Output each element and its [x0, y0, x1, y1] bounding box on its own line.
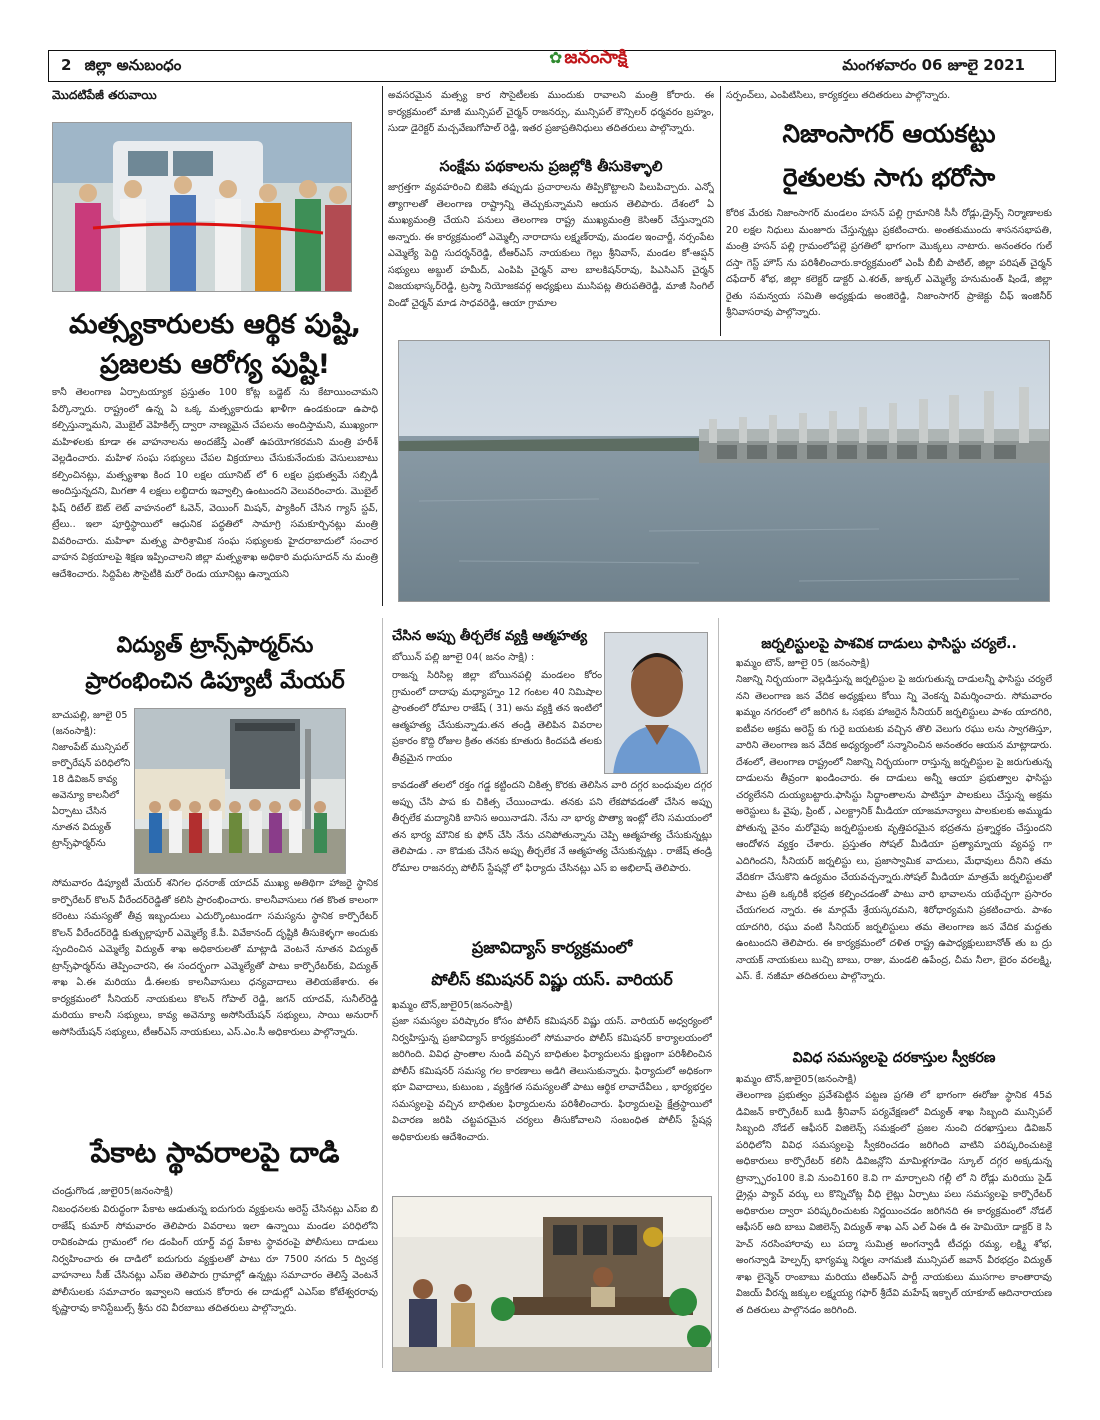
journalists-dateline-block: [736, 656, 1052, 672]
petitions-dateline-block: [736, 1072, 1052, 1088]
suicide-dateline-block: [392, 650, 602, 666]
continued-kicker: మొదటిపేజీ తరువాయి: [52, 88, 157, 102]
paper-logo: [549, 47, 627, 72]
nizam-headline-block: [726, 112, 1052, 202]
issue-date: మంగళవారం 06 జూలై 2021: [842, 56, 1025, 74]
prajavani-body: [392, 1014, 712, 1164]
prajavani-headline-line2: పోలీస్ కమిషనర్ విష్ణు యస్. వారియర్: [431, 970, 673, 989]
suicide-body-wide: [392, 778, 712, 918]
ribbon-cutting-image: [53, 123, 352, 292]
prajavani-headline-block: [392, 932, 712, 998]
gambling-body-text: నిబంధనలకు విరుద్ధంగా పేకాట ఆడుతున్న ఐదుగురు వ్యక్తులను అరెస్ట్ చేసినట్లు ఎస్ఐ బి రాజేష్ కుమార్ సోమవారం తెలిపారు వివరాలు ఇలా ఉన్నాయి మండల పరిధిలోని రావికంపాడు గ్రామంలో గల డంపింగ్ యార్డ్ వద్ద పేకాట స్థావరంపై పోలీసులు దాడులు నిర్వహించారు ఈ దాడిలో ఐదుగురు వ్యక్తులతో పాటు రూ 7500 నగదు 5 ద్విచక్ర వాహనాలు సీజ్ చేసినట్లు ఎస్ఐ తెలిపారు గ్రామాల్లో ఉన్నట్లు సమాచారం తెలిస్తే వెంటనే పోలీసులకు సమాచారం ఇవ్వాలని ఆయన కోరారు ఈ దాడుల్లో ఎఎస్ఐ కోటేశ్వరరావు కృష్ణారావు కానిస్టేబుల్స్ శ్రీను రవి వీరబాబు తదితరులు పాల్గొన్నారు.: [52, 1204, 378, 1314]
prajavani-dateline: ఖమ్మం టౌన్,జులై05(జనంసాక్షి): [392, 1000, 513, 1011]
nizam-body: [726, 206, 1052, 332]
column-divider: [720, 86, 721, 336]
nizam-body-text: కోరిక మేరకు నిజాంసాగర్ మండలం హసన్ పల్లి గ్రామానికి సీసీ రోడ్లు,డ్రైన్స్ నిర్మాణాలకు 20 లక్షల నిధులు మంజూరు చేస్తున్నట్లు ప్రకటించారు. అంతకుముందు శాసనసభాపతి, మంత్రి హసన్ పల్లి గ్రామంలోపల్లె ప్రగతిలో భాగంగా మొక్కలు నాటారు. అనంతరం గుల్ దస్తా గెస్ట్ హౌస్ ను పరిశీలించారు.కార్యక్రమంలో ఎంపీ బీబీ పాటిల్, జిల్లా పరిషత్ చైర్మన్ దఫేదార్ శోభ, జిల్లా కలెక్టర్ డాక్టర్ ఎ.శరత్, జుక్కల్ ఎమ్మెల్యే హనుమంత్ షిండే, జిల్లా రైతు సమన్వయ సమితి అధ్యక్షుడు అంజిరెడ్డి, నిజాంసాగర్ ప్రాజెక్టు చీఫ్ ఇంజినీర్ శ్రీనివాసరావు పాల్గొన్నారు.: [726, 208, 1052, 318]
page-label: [61, 56, 189, 78]
fish-story-text: కానీ తెలంగాణ ఏర్పాటయ్యాక ప్రస్తుతం 100 కోట్ల బడ్జెట్ ను కేటాయించామని పేర్కొన్నారు. రాష్ట్రంలో ఉన్న ఏ ఒక్క మత్స్యకారుడు ఖాళీగా ఉండకుండా ఉపాధి కల్పిస్తున్నామని, మొబైల్ వెహికిల్స్ ద్వారా నాణ్యమైన చేపలను అందిస్తామని, ముఖ్యంగా మహిళలకు కూడా ఈ వాహనాలను అందజేస్తే ఎంతో ఉపయోగకరమని మంత్రి హరీశ్ వెల్లడించారు. మహిళ సంఘ సభ్యులు చేపల విక్రయాలు చేసుకునేందుకు వెసులుబాటు కల్పించినట్లు, మత్స్యశాఖ కింద 10 లక్షల యూనిట్ లో 6 లక్షల ప్రభుత్వమే సబ్సిడీ అందిస్తున్నదని, మిగతా 4 లక్షలు లబ్ధిదారు ఇవ్వాల్సి ఉంటుందని వెలువరించారు. మొబైల్ ఫిష్ రిటేల్ ఔట్ లెట్ వాహనంలో ఓవెన్, వెయింగ్ మిషన్, ప్యాకింగ్ చేసిన గ్యాస్ స్టవ్, ట్రేలు.. ఇలా పూర్తిస్థాయిలో ఆధునిక పద్ధతిలో సామాగ్రి సమకూర్చినట్లు మంత్రి వివరించారు. మహిళా మత్స్య పారిశ్రామిక సంఘ సభ్యులకు హైదరాబాదులో సంచార వాహన విక్రయాలపై శిక్షణ ఇప్పించాలని జిల్లా మత్స్యశాఖ అధికారి మధుసూదన్ ను మంత్రి ఆదేశించారు. సిద్దిపేట సౌసైటీకి మరో రెండు యూనిట్లు ఉన్నాయని: [52, 387, 378, 580]
suicide-body-narrow-text: రాజన్న సిరిసిల్ల జిల్లా బోయినపల్లి మండలం కోరం గ్రామంలో దాదాపు మధ్యాహ్నం 12 గంటల 40 నిమిషాల ప్రాంతంలో రోమాల రాజేష్ ( 31) అను వ్యక్తి తన ఇంటిలో ఆత్మహత్య చేసుకున్నాడు.తన తండ్రి తెలిపిన వివరాల ప్రకారం కొద్ది రోజుల క్రితం తనకు కూతురు కిందపడి తలకు తీవ్రమైన గాయం: [392, 670, 602, 764]
dam-image: [399, 341, 1050, 602]
masthead: [48, 47, 1056, 82]
transformer-headline-line1: విద్యుత్ ట్రాన్స్‌ఫార్మర్‌ను: [116, 633, 314, 658]
gambling-body: [52, 1202, 378, 1372]
office-image: [393, 1197, 712, 1372]
prajavani-dateline-block: [392, 998, 712, 1014]
police-office-photo: [392, 1196, 712, 1372]
gambling-dateline: చండ్రుగొండ ,జులై05(జనంసాక్షి): [52, 1186, 174, 1197]
transformer-photo: [134, 708, 346, 874]
welfare-headline-block: [388, 155, 714, 181]
suicide-body-wide-text: కావడంతో తలలో రక్తం గడ్డ కట్టిందని చికిత్స కొరకు తెలిసిన వారి దగ్గర బంధువుల దగ్గర అప్పు చేసి పాప కు చికిత్స చేయించాడు. తనకు పని లేకపోవడంతో చేసిన అప్పు తీర్చలేక మద్యానికి బానిస అయినాడని. నేను నా భార్య పొత్యా ఇంట్లో లేని సమయంలో తన భార్య మౌనిక కు ఫోన్ చేసి నేను చనిపోతున్నాను చెప్పి ఆత్మహత్య చేసుకున్నట్లు తెలిపాడు . నా కొడుకు చేసిన అప్పు తీర్చలేక నే ఆత్మహత్య చేసుకున్నట్లు . రాజేష్ తండ్రి రోమాల రాజనర్సు పోలీస్ స్టేషన్లో లో ఫిర్యాదు చేసినట్లు ఎస్ ఐ అభిలాష్ తెలిపారు.: [392, 780, 712, 874]
nizam-headline-line2: రైతులకు సాగు భరోసా: [782, 163, 996, 192]
journalists-headline-block: [726, 632, 1052, 654]
journalists-dateline: ఖమ్మం టౌన్, జూలై 05 (జనంసాక్షి): [736, 658, 870, 669]
transformer-body: [52, 876, 378, 1104]
nizam-headline-line1: నిజాంసాగర్ ఆయకట్టు: [782, 119, 996, 148]
fish-story-body: [52, 385, 378, 610]
paper-name: జనంసాక్షి: [564, 47, 628, 68]
fish-headline-line1: మత్స్యకారులకు ఆర్థిక పుష్టి,: [69, 309, 361, 340]
nizam-lead: [726, 88, 1052, 108]
column-divider: [382, 618, 383, 1368]
nizamsagar-dam-photo: [398, 340, 1050, 602]
prajavani-headline-line1: ప్రజావిద్యాస్ కార్యక్రమంలో: [471, 938, 633, 957]
suicide-dateline: బోయిన్ పల్లి జూలై 04( జనం సాక్షి) :: [392, 652, 535, 663]
petitions-body: [736, 1088, 1052, 1376]
journalists-body: [736, 672, 1052, 1040]
column-divider: [718, 618, 719, 1368]
section-name: జిల్లా అనుబంధం: [84, 56, 182, 74]
welfare-lead: [388, 88, 714, 156]
transformer-body-text: సోమవారం డిప్యూటీ మేయర్ శనిగల ధనరాజ్ యాదవ్ ముఖ్య అతిథిగా హాజరై స్థానిక కార్పొరేటర్ కొలన్ వీరేందర్‌రెడ్డితో కలిసి ప్రారంభించారు. కాలనీవాసులు గత కొంత కాలంగా కరెంటు సమస్యతో తీవ్ర ఇబ్బందులు ఎదుర్కొంటుండగా సమస్యను స్థానిక కార్పొరేటర్ కొలన్ వీరేందర్‌రెడ్డి కుత్బుల్లాపూర్ ఎమ్మెల్యే కే.పీ. వివేకానంద్ దృష్టికి తీసుకెళ్ళగా అందుకు స్పందించిన ఎమ్మెల్యే విద్యుత్ శాఖ అధికారులతో మాట్లాడి వెంటనే నూతన విద్యుత్ ట్రాన్స్‌ఫార్మర్‌ను తెప్పించారని, ఈ సందర్భంగా ఎమ్మెల్యేతో పాటు కార్పొరేటర్‌కు, విద్యుత్ శాఖ ఏ.ఈ మరియు డీ.ఈలకు కాలనీవాసులు ధన్యవాదాలు తెలియజేశారు. ఈ కార్యక్రమంలో సీనియర్ నాయకులు కొలన్ గోపాల్ రెడ్డి, జగన్ యాదవ్, సునీల్‌రెడ్డి మరియు కాలనీ సభ్యులు, కావ్య అవెన్యూ అసోసియేషన్ సభ్యులు, సాయి అనురాగ్ అసోసియేషన్ సభ్యులు, టీఆర్ఎస్ నాయకులు, ఎస్.ఎం.సీ అధికారులు పాల్గొన్నారు.: [52, 878, 378, 1038]
transformer-side-text: [52, 708, 132, 886]
welfare-headline: సంక్షేమ పథకాలను ప్రజల్లోకి తీసుకెళ్ళాలి: [439, 159, 663, 175]
petitions-body-text: తెలంగాణ ప్రభుత్వం ప్రవేశపెట్టిన పట్టణ ప్రగతి లో భాగంగా ఈరోజు స్థానిక 45వ డివిజన్ కార్పొరేటర్ బుడి శ్రీనివాస్ పర్యవేక్షణలో విద్యుత్ శాఖ సిబ్బంది మున్సిపల్ సిబ్బంది నోడల్ ఆఫీసర్ విజిలెన్స్ సమక్షంలో ప్రజల నుంచి దరఖాస్తులు డివిజన్ పరిధిలోని వివిధ సమస్యలపై స్వీకరించడం జరిగింది వాటిని పరిష్కరించుటకై అధికారులు కార్పొరేటర్ కలిసి డివిజన్లోని మామిళ్లగూడెం స్కూల్ దగ్గర అక్కడున్న ట్రాన్స్ఫారం100 కె.వి నుంచి160 కె.వి గా మార్చాలని గల్లీ లో ని రోడ్లు మరియు సైడ్ డ్రైన్లు ప్యాచ్ వర్కు లు కొన్నిచోట్ల వీధి లైట్లు ఏర్పాటు పలు సమస్యలపై కార్పొరేటర్ అధికారుల ద్వారా పరిష్కరించుటకు నిర్ణయించడం జరిగినది ఈ కార్యక్రమంలో నోడల్ ఆఫీసర్ ఆది బాబు విజిలెన్స్ విద్యుత్ శాఖ ఎస్ ఎల్ ఏఈ డి ఈ హెమియో డాక్టర్ కె సి హెచ్ నరసింహారావు లు పద్మా సుమిత్ర అంగన్వాడీ టీచర్లు రమ్య, లక్ష్మి శోభ, అంగన్వాడి హెల్పర్స్ భాగ్యమ్మ నిర్మల నాగమణి మున్సిపల్ జవాన్ వీరభద్రం విద్యుత్ శాఖ లైన్మెన్ రాంబాబు మరియు టిఆర్ఎస్ పార్టీ నాయకులు ముసగాల కాంతారావు విజయ్ వీరన్న జక్కుల లక్ష్మయ్య గఫార్ శ్రీదేవి మహేష్ ఇక్బాల్ యాకూబ్ ఆదినారాయణ త దితరులు పాల్గొనడం జరిగింది.: [736, 1090, 1052, 1316]
nizam-lead-text: సర్పంచ్‌లు, ఎంపిటిసిలు, కార్యకర్తలు తదితరులు పాల్గొన్నారు.: [726, 90, 951, 101]
journalists-body-text: నిజాన్ని నిర్భయంగా వెల్లడిస్తున్న జర్నలిస్టుల పై జరుగుతున్న దాడులన్నీ ఫాసిస్టు చర్యలే నని తెలంగాణ జన వేదిక అధ్యక్షులు కోయి న్ని వెంకన్న విమర్శించారు. సోమవారం ఖమ్మం నగరంలో లో జరిగిన ఓ సభకు హాజరైన సీనియర్ జర్నలిస్టులు పాశం యాదగిరి, ఐటీవల అక్రమ అరెస్ట్ కు గురై బయటకు వచ్చిన తొలి వెలుగు రఘు లను స్వాగతిస్తూ, వారిని తెలంగాణ జన వేదిక అధ్యర్యంలో సన్మానించిన అనంతరం ఆయన మాట్లాడారు. దేశంలో, తెలంగాణ రాష్ట్రంలో నిజాన్ని నిర్భయంగా రాస్తున్న జర్నలిస్టుల పై జరుగుతున్న దాడులను తీవ్రంగా ఖండించారు. ఈ దాడులు అన్నీ ఆయా ప్రభుత్వాల ఫాసిస్టు చర్యలేనని దుయ్యబట్టారు.ఫాసిస్టు సిద్ధాంతాలను పాటిస్తూ పాలకులు చేస్తున్న అక్రమ అరెస్టులు ఓ వైపు, ప్రింట్ , ఎలక్ట్రానిక్ మీడియా యాజమాన్యాలు పాలకులకు అమ్ముడు పోతున్న వైనం మరోవైపు జర్నలిస్టులకు వృత్తిపరమైన భద్రతను ప్రశ్నార్థకం చేస్తుందని ఆందోళన వ్యక్తం చేశారు. ప్రస్తుతం సోషల్ మీడియా ప్రత్యామ్నాయ వ్యవస్థ గా ఎదిగిందని, సీనియర్ జర్నలిస్టు లు, ప్రజాస్వామిక వాదులు, మేధావులు దీనిని తమ వేదికగా చేసుకొని ఉద్యమం చేయవచ్చన్నారు.సోషల్ మీడియా మాత్రమే జర్నలిస్టులతో పాటు ప్రతి ఒక్కరికీ భద్రత కల్పించడంతో పాటు వారి భావాలను యథేచ్ఛగా ప్రసారం చేయగలద న్నారు. ఈ మార్గమే శ్రేయస్కరమని, శిరోధార్యమని ప్రకటించారు. పాశం యాదగిరి, రఘు వంటి సీనియర్ జర్నలిస్టులు తమ తెలంగాణ జన వేదిక మద్దతు ఉంటుందని తెలిపారు. ఈ కార్యక్రమంలో దళిత రాష్ట్ర ఉపాధ్యక్షులుబానోత్ తు బ ద్రు నాయక్ నాయకులు బుచ్చి బాబు, రాజు, మండలి ఉపేంద్ర, చీమ నీలా, బైరం వరలక్ష్మి, ఎస్. కే. నజీమా తదితరులు పాల్గొన్నారు.: [736, 674, 1052, 982]
gambling-dateline-block: [52, 1184, 378, 1202]
suicide-headline: చేసిన అప్పు తీర్చలేక వ్యక్తి ఆత్మహత్య: [392, 628, 588, 644]
welfare-body: [388, 180, 714, 330]
transformer-headline-block: [52, 628, 378, 708]
journalists-headline: జర్నలిస్టులపై పాశవిక దాడులు ఫాసిస్టు చర్యలే..: [761, 636, 1017, 652]
transformer-side: బాచుపల్లి, జూలై 05 (జనంసాక్షి): నిజాంపేట్ మున్సిపల్ కార్పొరేషన్ పరిధిలోని 18 డివిజన్ కావ్య అవెన్యూ కాలనీలో ఏర్పాటు చేసిన నూతన విద్యుత్ ట్రాన్స్‌ఫార్మర్‌ను: [52, 710, 131, 849]
page-number: 2: [61, 56, 72, 74]
gambling-headline: పేకాట స్థావరాలపై దాడి: [90, 1136, 340, 1169]
suicide-body-narrow: [392, 668, 602, 778]
portrait-image: [605, 633, 708, 774]
portrait-photo: [604, 632, 708, 774]
welfare-lead-text: అవసరమైన మత్స్య కార సొసైటీలకు ముందుకు రావాలని మంత్రి కోరారు. ఈ కార్యక్రమంలో మాజీ మున్సిపల్ చైర్మన్ రాజనర్సు, మున్సిపల్ కౌన్సిలర్ ధర్మవరం బ్రహ్మం, సుడా డైరెక్టర్ మచ్చవేణుగోపాల్ రెడ్డి, ఇతర ప్రజాప్రతినిధులు తదితరులు పాల్గొన్నారు.: [388, 90, 714, 134]
leaf-icon: ✿: [549, 48, 563, 67]
transformer-image: [135, 709, 346, 874]
welfare-body-text: జాగ్రత్తగా వ్యవహరించి బిజెపి తప్పుడు ప్రచారాలను తిప్పికొట్టాలని పిలుపిచ్చారు. ఎన్నో త్యాగాలతో తెలంగాణ రాష్ట్రాన్ని తెచ్చుకున్నామని ఆయన తెలిపారు. దేశంలో ఏ ముఖ్యమంత్రి చేయని పనులు తెలంగాణ రాష్ట్ర ముఖ్యమంత్రి కెసిఆర్ చేస్తున్నారని అన్నారు. ఈ కార్యక్రమంలో ఎమ్మెల్సీ నారాదాసు లక్ష్మణ్‌రావు, మండల ఇంచార్జీ, నర్సంపేట ఎమ్మెల్యే పెద్ది సుదర్శన్‌రెడ్డి, టీఆర్ఎస్ నాయకులు గెల్లు శ్రీనివాస్, మండల కో-ఆప్షన్ సభ్యులు అబ్దుల్ హమీద్, ఎంపిపి చైర్మన్ వాల బాలకిషన్‌రావు, పిఎసిఎస్ చైర్మన్ విజయభాస్కర్‌రెడ్డి, ట్రస్మా నియోజకవర్గ అధ్యక్షులు ముసిపట్ల తిరుపతిరెడ్డి, మాజీ సింగిల్ విండో చైర్మన్ మాడ సాధవరెడ్డి, ఆయా గ్రామాల: [388, 182, 714, 309]
petitions-dateline: ఖమ్మం టౌన్,జులై05(జనంసాక్షి): [736, 1074, 857, 1085]
petitions-headline: వివిధ సమస్యలపై దరకాస్తుల స్వీకరణ: [792, 1050, 996, 1066]
gambling-headline-block: [52, 1128, 378, 1182]
ribbon-cutting-photo: [52, 122, 352, 292]
fish-headline-line2: ప్రజలకు ఆరోగ్య పుష్టి!: [99, 349, 331, 380]
transformer-headline-line2: ప్రారంభించిన డిప్యూటీ మేయర్: [85, 669, 345, 694]
petitions-headline-block: [736, 1046, 1052, 1070]
column-divider: [382, 86, 383, 606]
fish-headline-block: [52, 305, 378, 385]
prajavani-body-text: ప్రజా సమస్యల పరిష్కారం కోసం పోలీస్ కమిషనర్ విష్ణు యస్. వారియర్ అధ్వర్యంలో నిర్వహిస్తున్న ప్రజావిద్యాస్ కార్యక్రమంలో సోమవారం పోలీస్ కమిషనర్ కార్యాలయంలో జరిగింది. వివిధ ప్రాంతాల నుండి వచ్చిన బాధితుల ఫిర్యాదులను క్షుణ్ణంగా పరిశీలించిన పోలీస్ కమిషనర్ సమస్య గల కారణాలు అడిగి తెలుసుకున్నారు. ఫిర్యాదులో అధికంగా భూ వివాదాలు, కుటుంబ , వ్యక్తిగత సమస్యలతో పాటు ఆర్థిక లావాదేవీలు , భార్యభర్తల సమస్యలపై వచ్చిన బాధితుల ఫిర్యాదులను పరిశీలించారు. ఫిర్యాదులపై క్షేత్రస్థాయిలో విచారణ జరిపి చట్టపరమైన చర్యలు తీసుకోవాలని సంబంధిత పోలీస్ స్టేషన్ల అధికారులకు ఆదేశించారు.: [392, 1016, 712, 1143]
